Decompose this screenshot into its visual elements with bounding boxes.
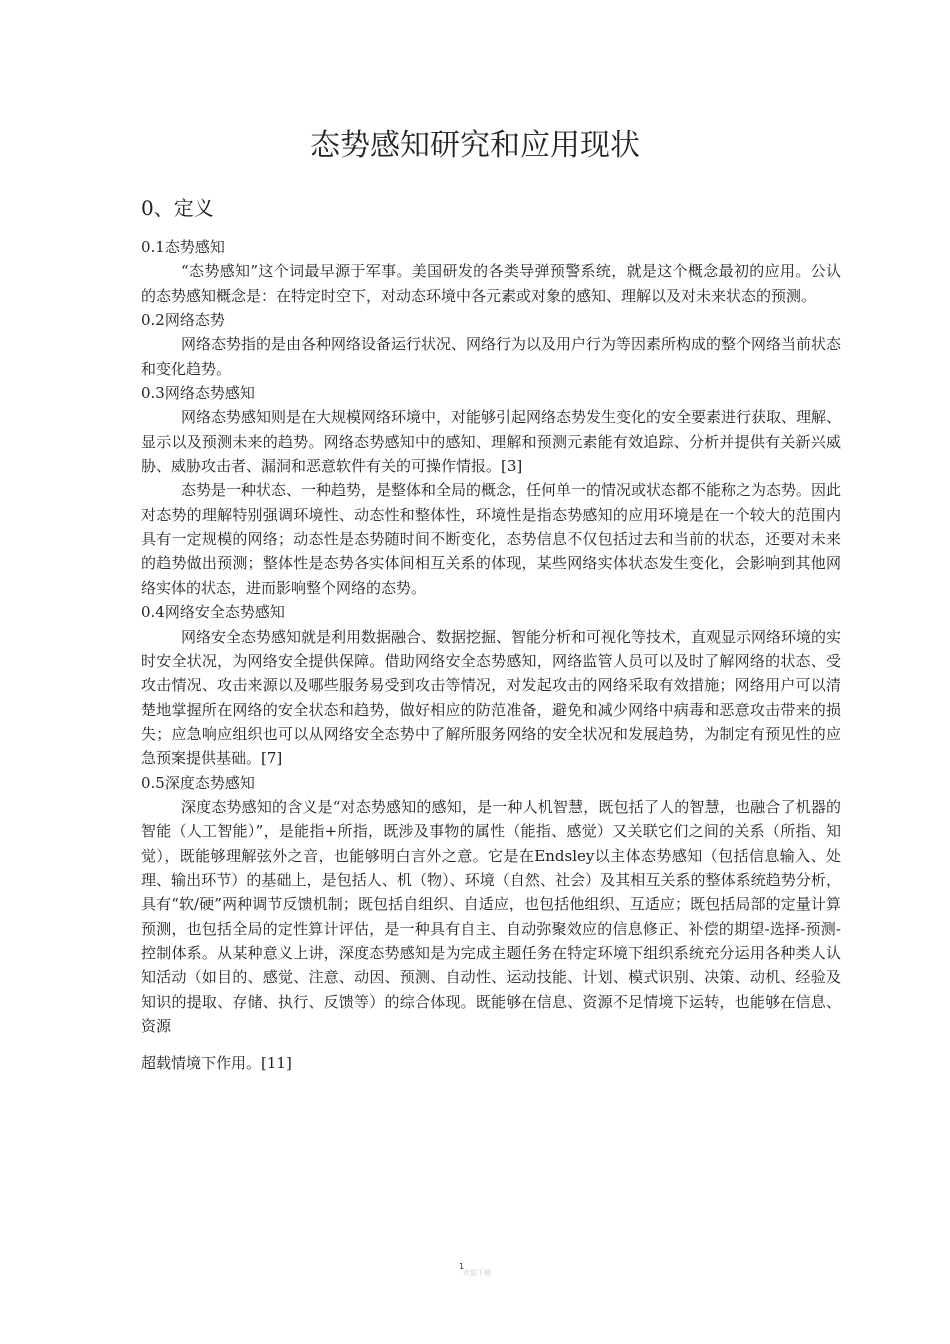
subsection-heading: 0.5深度态势感知 xyxy=(141,773,255,792)
subsection-heading: 0.1态势感知 xyxy=(141,238,225,256)
paragraph: “态势感知”这个词最早源于军事。美国研发的各类导弹预警系统，就是这个概念最初的应用。公认的态势感知概念是：在特定时空下，对动态环境中各元素或对象的感知、理解以及对未来状态的预测。 xyxy=(141,262,841,305)
document-body xyxy=(141,235,841,1076)
subsection-heading: 0.2网络态势 xyxy=(141,311,225,330)
paragraph: 网络态势指的是由各种网络设备运行状况、网络行为以及用户行为等因素所构成的整个网络当前状态和变化趋势。 xyxy=(141,335,842,378)
trailing-paragraph: 超载情境下作用。[11] xyxy=(141,1054,292,1073)
paragraph: 深度态势感知的含义是“对态势感知的感知，是一种人机智慧，既包括了人的智慧，也融合了机器的智能（人工智能）”，是能指+所指，既涉及事物的属性（能指、感觉）又关联它们之间的关系（所指、知觉），既能够理解弦外之音，也能够明白言外之意。它是在Endsley以主体态势感知（包括信息输入、处理、输出环节）的基础上，是包括人、机（物）、环境（自然、社会）及其相互关系的整体系统趋势分析，具有“软/硬”两种调节反馈机制；既包括自组织、自适应，也包括他组织、互适应；既包括局部的定量计算预测，也包括全局的定性算计评估，是一种具有自主、自动弥聚效应的信息修正、补偿的期望-选择-预测-控制体系。从某种意义上讲，深度态势感知是为完成主题任务在特定环境下组织系统充分运用各种类人认知活动（如目的、感觉、注意、动因、预测、自动性、运动技能、计划、模式识别、决策、动机、经验及知识的提取、存储、执行、反馈等）的综合体现。既能够在信息、资源不足情境下运转，也能够在信息、资源 xyxy=(141,797,841,1035)
subsection-heading: 0.3网络态势感知 xyxy=(141,384,255,403)
page-number: 1 xyxy=(459,1262,465,1271)
paragraph: 网络安全态势感知就是利用数据融合、数据挖掘、智能分析和可视化等技术，直观显示网络环境的实时安全状况，为网络安全提供保障。借助网络安全态势感知，网络监管人员可以及时了解网络的状态、受攻击情况、攻击来源以及哪些服务易受到攻击等情况，对发起攻击的网络采取有效措施；网络用户可以清楚地掌握所在网络的安全状态和趋势，做好相应的防范准备，避免和减少网络中病毒和恶意攻击带来的损失；应急响应组织也可以从网络安全态势中了解所服务网络的安全状况和发展趋势，为制定有预见性的应急预案提供基础。[7] xyxy=(141,627,842,768)
paragraph: 态势是一种状态、一种趋势，是整体和全局的概念，任何单一的情况或状态都不能称之为态势。因此对态势的理解特别强调环境性、动态性和整体性，环境性是指态势感知的应用环境是在一个较大的范围内具有一定规模的网络；动态性是态势随时间不断变化，态势信息不仅包括过去和当前的状态，还要对未来的趋势做出预测；整体性是态势各实体间相互关系的体现，某些网络实体状态发生变化，会影响到其他网络实体的状态，进而影响整个网络的态势。 xyxy=(141,481,842,597)
paragraph: 网络态势感知则是在大规模网络环境中，对能够引起网络态势发生变化的安全要素进行获取、理解、显示以及预测未来的趋势。网络态势感知中的感知、理解和预测元素能有效追踪、分析并提供有关新兴威胁、威胁攻击者、漏洞和恶意软件有关的可操作情报。[3] xyxy=(141,408,842,476)
section-heading: 0、定义 xyxy=(141,196,214,220)
watermark: 欢迎下载 xyxy=(463,1269,491,1277)
document-title: 态势感知研究和应用现状 xyxy=(310,128,640,163)
subsection-heading: 0.4网络安全态势感知 xyxy=(141,603,285,622)
